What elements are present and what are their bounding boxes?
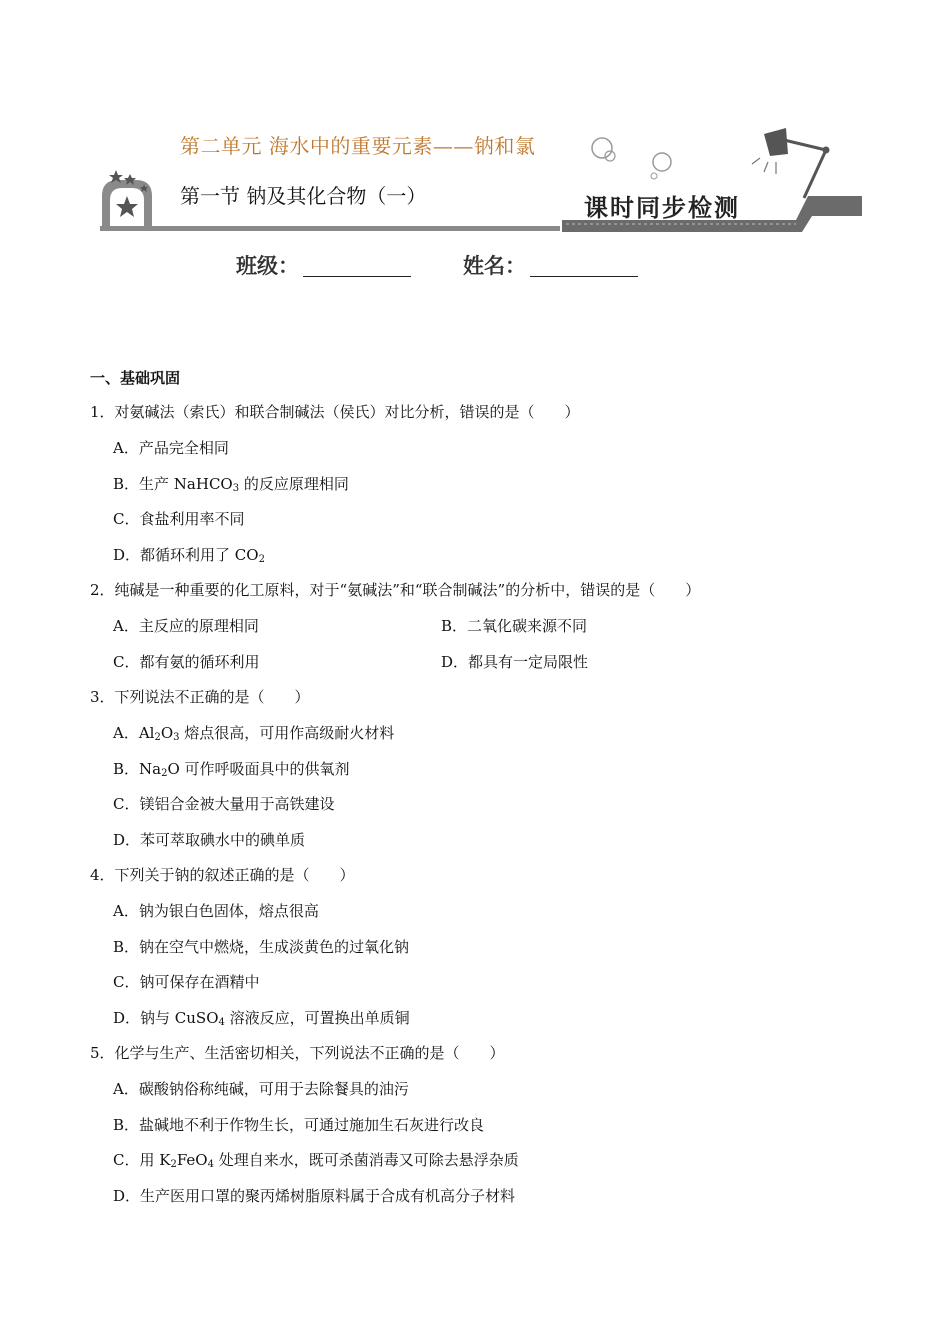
option-c: C．都有氨的循环利用: [113, 652, 260, 671]
option-d: D．苯可萃取碘水中的碘单质: [113, 830, 306, 849]
option-d: D．钠与 CuSO$_4$ 溶液反应，可置换出单质铜: [113, 1008, 410, 1028]
question-stem: 4．下列关于钠的叙述正确的是（ ）: [90, 866, 355, 884]
desk-lamp-icon: [752, 128, 830, 198]
name-blank[interactable]: [530, 256, 638, 277]
class-label: 班级：: [236, 254, 299, 278]
option-c: C．镁铝合金被大量用于高铁建设: [113, 795, 335, 813]
option-a: A．产品完全相同: [113, 439, 229, 457]
class-name-row: [236, 250, 638, 280]
option-row: [90, 616, 870, 652]
option-c: C．钠可保存在酒精中: [113, 973, 260, 991]
question-list: [90, 368, 870, 1221]
option-b: B．钠在空气中燃烧，生成淡黄色的过氧化钠: [113, 937, 410, 956]
option-c: C．食盐利用率不同: [113, 510, 245, 528]
section-heading: 一、基础巩固: [90, 369, 181, 387]
class-blank[interactable]: [303, 256, 411, 277]
banner-tag: 课时同步检测: [584, 194, 740, 222]
question-stem: 1．对氨碱法（索氏）和联合制碱法（侯氏）对比分析，错误的是（ ）: [90, 403, 580, 421]
question-stem: 3．下列说法不正确的是（ ）: [90, 688, 310, 706]
option-c: C．用 $K_2FeO_4$ 处理自来水，既可杀菌消毒又可除去悬浮杂质: [113, 1151, 519, 1170]
name-label: 姓名：: [463, 254, 526, 278]
question-stem: 5．化学与生产、生活密切相关，下列说法不正确的是（ ）: [90, 1044, 505, 1062]
option-b: B．生产 NaHCO$_3$ 的反应原理相同: [113, 474, 349, 494]
option-a: A．主反应的原理相同: [113, 617, 259, 635]
option-a: A．碳酸钠俗称纯碱，可用于去除餐具的油污: [113, 1080, 409, 1098]
unit-title: 第二单元 海水中的重要元素——钠和氯: [180, 134, 536, 158]
option-a: A．钠为银白色固体，熔点很高: [113, 902, 319, 920]
option-b: B．二氧化碳来源不同: [441, 617, 588, 635]
option-row: [90, 652, 870, 688]
option-d: D．都循环利用了 $CO_2$: [113, 545, 265, 565]
option-d: D．都具有一定局限性: [441, 652, 589, 671]
option-b: B．$Na_2O$ 可作呼吸面具中的供氧剂: [113, 759, 350, 779]
option-d: D．生产医用口罩的聚丙烯树脂原料属于合成有机高分子材料: [113, 1186, 516, 1205]
section-title: 第一节 钠及其化合物（一）: [180, 184, 427, 208]
question-stem: 2．纯碱是一种重要的化工原料，对于“氨碱法”和“联合制碱法”的分析中，错误的是（ ）: [90, 581, 701, 599]
header-banner: [96, 118, 866, 238]
option-a: A．$Al_2O_3$ 熔点很高，可用作高级耐火材料: [113, 724, 395, 743]
option-b: B．盐碱地不利于作物生长，可通过施加生石灰进行改良: [113, 1115, 485, 1134]
star-badge-icon: [102, 170, 152, 228]
